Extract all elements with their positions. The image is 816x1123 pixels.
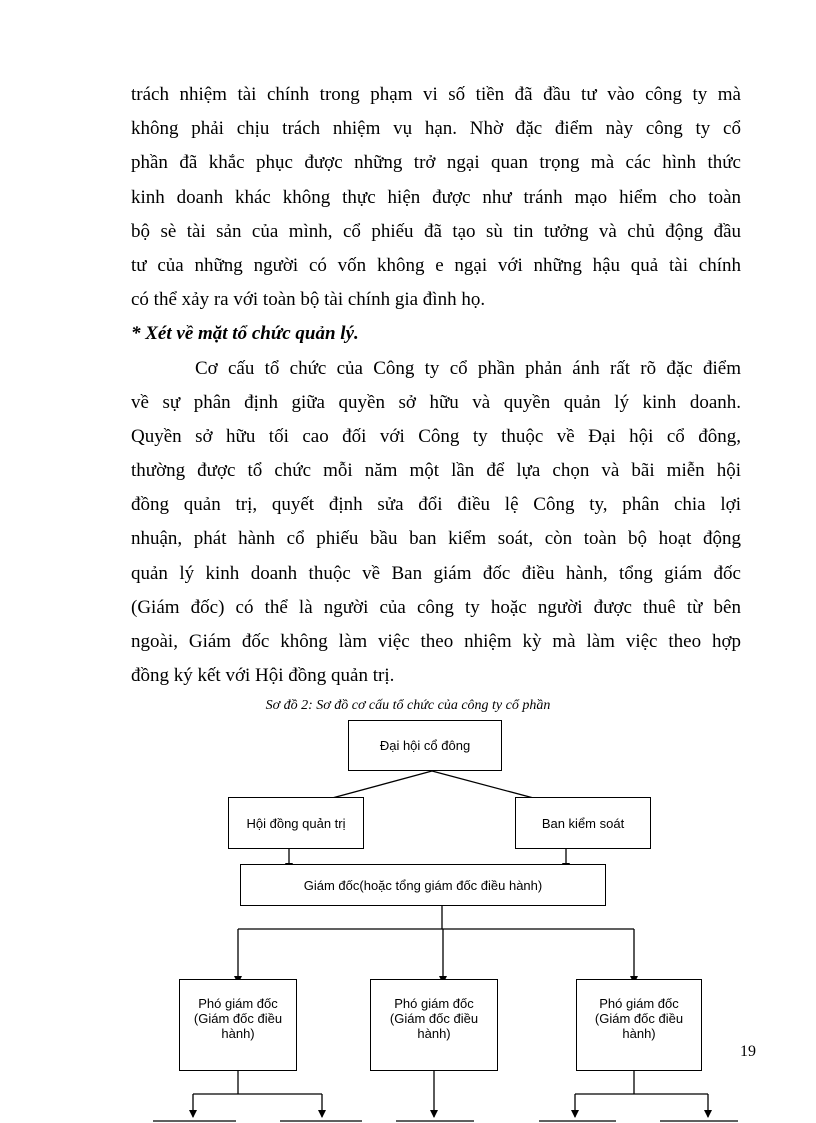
section-heading: * Xét về mặt tổ chức quản lý. bbox=[131, 323, 359, 345]
box-director bbox=[240, 864, 606, 906]
text-line: nhuận, phát hành cổ phiếu bầu ban kiểm soát, còn toàn bộ hoạt động bbox=[131, 528, 741, 550]
diagram-caption: Sơ đồ 2: Sơ đồ cơ cấu tổ chức của công ty cổ phần bbox=[265, 698, 551, 713]
box-label-line: hành) bbox=[221, 1026, 255, 1041]
text-line: trách nhiệm tài chính trong phạm vi số tiền đã đầu tư vào công ty mà bbox=[131, 84, 741, 105]
text-line: đồng quản trị, quyết định sửa đổi điều lệ Công ty, phân chia lợi bbox=[131, 494, 741, 516]
text-line: Cơ cấu tổ chức của Công ty cổ phần phản ánh rất rõ đặc điểm bbox=[195, 357, 741, 379]
text-line: quản lý kinh doanh thuộc về Ban giám đốc điều hành, tổng giám đốc bbox=[131, 562, 741, 584]
text-line: phần đã khắc phục được những trở ngại quan trọng mà các hình thức bbox=[131, 152, 741, 174]
box-label-line: Phó giám đốc bbox=[394, 996, 474, 1011]
box-label-line: (Giám đốc điều bbox=[594, 1011, 684, 1026]
box-deputy-director-1 bbox=[179, 979, 297, 1071]
text-line: không phải chịu trách nhiệm vụ hạn. Nhờ đặc điểm này công ty cổ bbox=[131, 118, 741, 140]
text-line: ngoài, Giám đốc không làm việc theo nhiệm kỳ mà làm việc theo hợp bbox=[131, 631, 741, 652]
box-label: Giám đốc(hoặc tổng giám đốc điều hành) bbox=[303, 877, 543, 893]
text-line: thường được tổ chức mỗi năm một lần để lựa chọn và bãi miễn hội bbox=[131, 460, 741, 482]
box-deputy-director-2 bbox=[370, 979, 498, 1071]
text-line: kinh doanh khác không thực hiện được như tránh mạo hiểm cho toàn bbox=[131, 186, 741, 208]
box-label: Đại hội cổ đông bbox=[379, 738, 471, 753]
text-line: về sự phân định giữa quyền sở hữu và quyền quản lý kinh doanh. bbox=[131, 391, 741, 413]
box-supervisory-board bbox=[515, 797, 651, 849]
box-board-of-directors bbox=[228, 797, 364, 849]
box-label-line: hành) bbox=[417, 1026, 451, 1041]
text-line: bộ sè tài sản của mình, cổ phiếu đã tạo sù tin tưởng và chủ động đầu bbox=[131, 220, 741, 242]
text-line: tư của những người có vốn không e ngại với những hậu quả tài chính bbox=[131, 254, 741, 276]
text-line: có thể xảy ra với toàn bộ tài chính gia đình họ. bbox=[131, 289, 486, 311]
box-label-line: Phó giám đốc bbox=[599, 996, 679, 1011]
box-shareholders-meeting bbox=[348, 720, 502, 771]
text-line: Quyền sở hữu tối cao đối với Công ty thuộc về Đại hội cổ đông, bbox=[131, 425, 741, 447]
box-label-line: (Giám đốc điều bbox=[193, 1011, 283, 1026]
box-label-line: Phó giám đốc bbox=[198, 996, 278, 1011]
text-line: đồng ký kết với Hội đồng quản trị. bbox=[131, 665, 395, 687]
box-label-line: hành) bbox=[622, 1026, 656, 1041]
box-label-line: (Giám đốc điều bbox=[389, 1011, 479, 1026]
page-number: 19 bbox=[740, 1043, 756, 1060]
box-label: Ban kiểm soát bbox=[541, 815, 625, 831]
text-line: (Giám đốc) có thể là người của công ty hoặc người được thuê từ bên bbox=[131, 596, 741, 618]
box-label: Hội đồng quản trị bbox=[246, 815, 346, 831]
box-deputy-director-3 bbox=[576, 979, 702, 1071]
